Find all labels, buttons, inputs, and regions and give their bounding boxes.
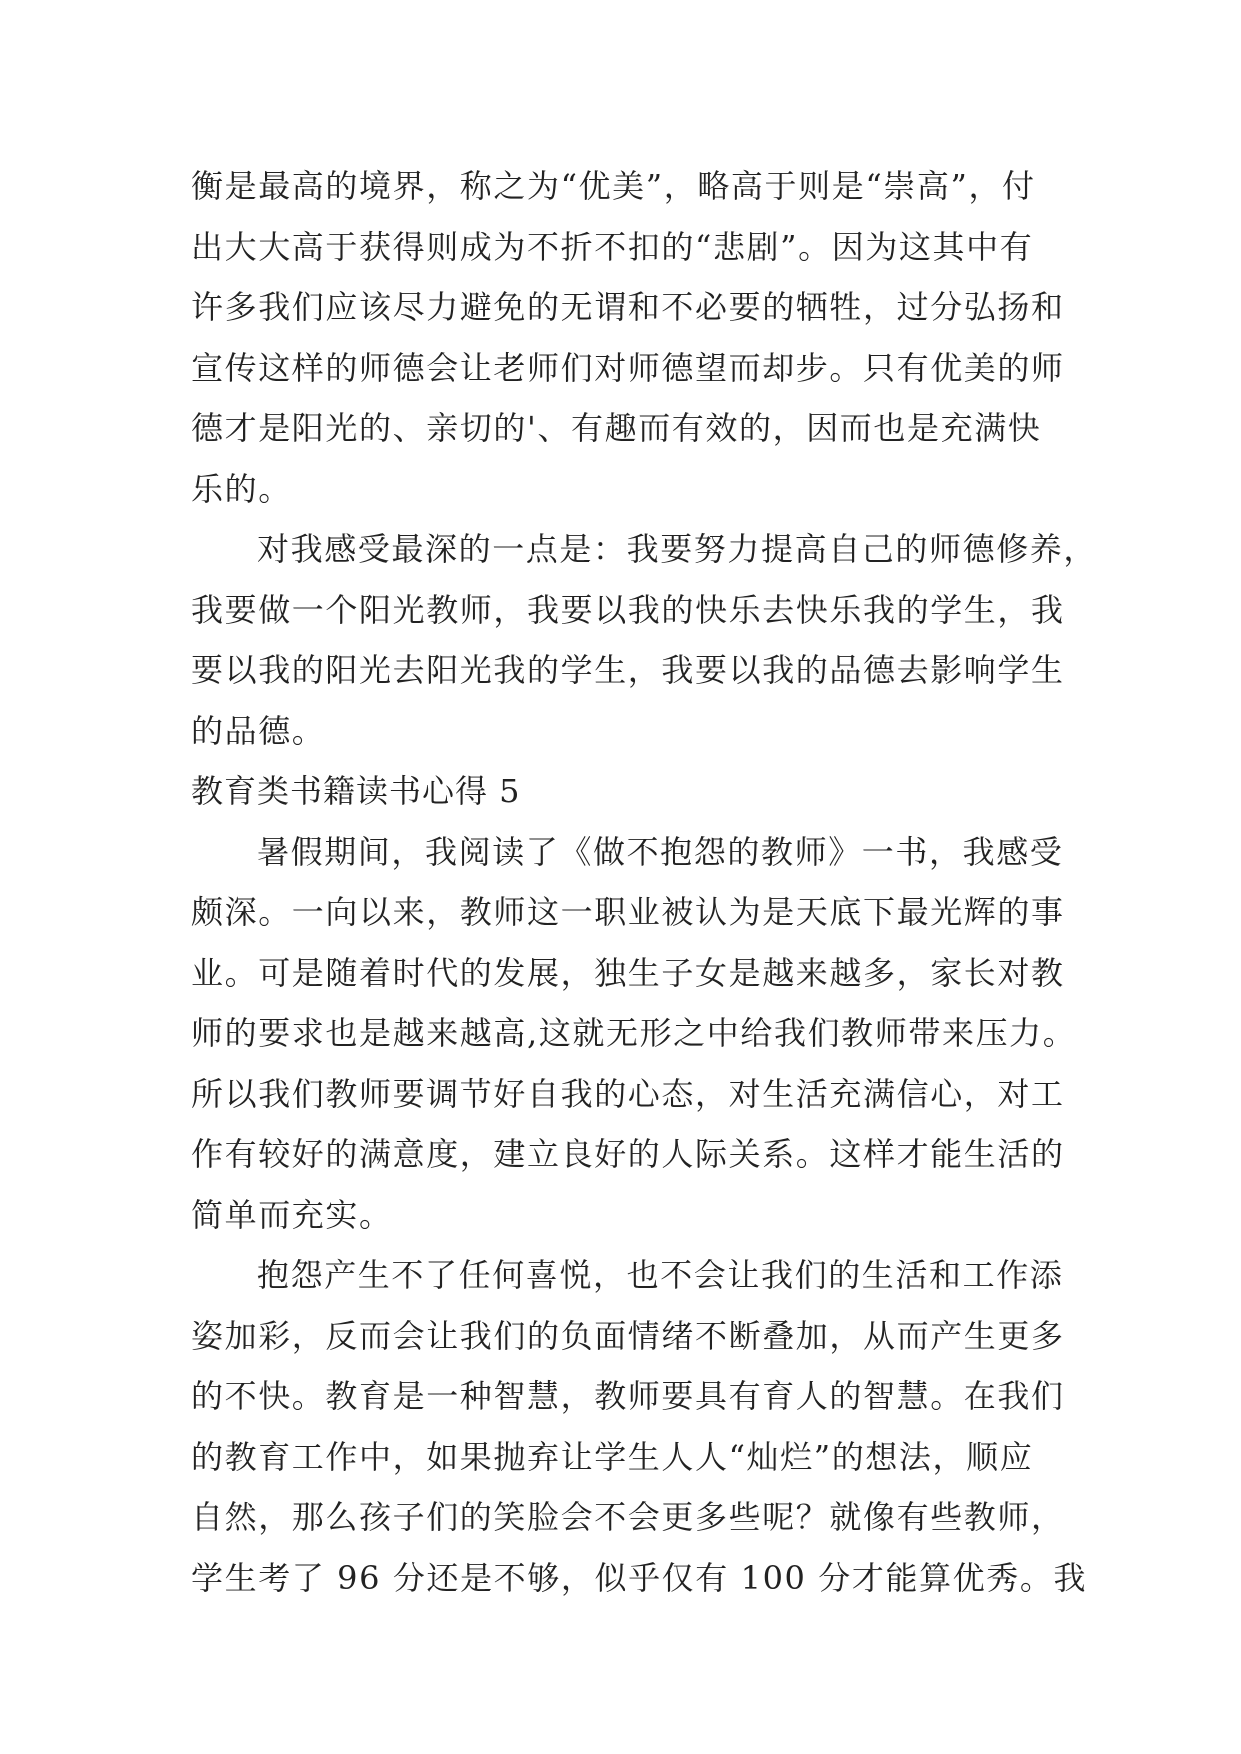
text-line: 师的要求也是越来越高,这就无形之中给我们教师带来压力。 — [191, 1014, 1077, 1052]
text-line: 出大大高于获得则成为不折不扣的“悲剧”。因为这其中有 — [191, 227, 1034, 266]
document-body — [191, 156, 1098, 1608]
text-line: 的品德。 — [191, 711, 326, 750]
paragraph-first-line: 暑假期间，我阅读了《做不抱怨的教师》一书，我感受 — [257, 832, 1064, 871]
paragraph-first-line: 对我感受最深的一点是：我要努力提高自己的师德修养， — [257, 530, 1098, 568]
text-line: 学生考了 96 分还是不够，似乎仅有 100 分才能算优秀。我 — [191, 1558, 1088, 1597]
text-line: 要以我的阳光去阳光我的学生，我要以我的品德去影响学生 — [191, 651, 1065, 689]
text-line: 业。可是随着时代的发展，独生子女是越来越多，家长对教 — [191, 953, 1065, 992]
text-line: 德才是阳光的、亲切的'、有趣而有效的，因而也是充满快 — [191, 409, 1042, 447]
text-line: 简单而充实。 — [191, 1195, 393, 1234]
text-line: 的教育工作中，如果抛弃让学生人人“灿烂”的想法，顺应 — [191, 1437, 1034, 1476]
text-line: 的不快。教育是一种智慧，教师要具有育人的智慧。在我们 — [191, 1377, 1065, 1415]
text-line: 衡是最高的境界，称之为“优美”，略高于则是“崇高”，付 — [191, 167, 1036, 205]
paragraph-first-line: 抱怨产生不了任何喜悦，也不会让我们的生活和工作添 — [257, 1256, 1064, 1294]
text-line: 作有较好的满意度，建立良好的人际关系。这样才能生活的 — [191, 1135, 1065, 1173]
text-line: 宣传这样的师德会让老师们对师德望而却步。只有优美的师 — [191, 348, 1065, 387]
text-line: 所以我们教师要调节好自我的心态，对生活充满信心，对工 — [191, 1074, 1065, 1113]
section-heading: 教育类书籍读书心得 5 — [191, 772, 521, 810]
text-line: 颇深。一向以来，教师这一职业被认为是天底下最光辉的事 — [191, 893, 1065, 931]
text-line: 姿加彩，反而会让我们的负面情绪不断叠加，从而产生更多 — [191, 1316, 1065, 1355]
text-line: 许多我们应该尽力避免的无谓和不必要的牺牲，过分弘扬和 — [191, 288, 1065, 326]
text-line: 我要做一个阳光教师，我要以我的快乐去快乐我的学生，我 — [191, 590, 1065, 629]
text-line: 自然，那么孩子们的笑脸会不会更多些呢？就像有些教师， — [191, 1498, 1065, 1536]
text-line: 乐的。 — [191, 469, 292, 508]
